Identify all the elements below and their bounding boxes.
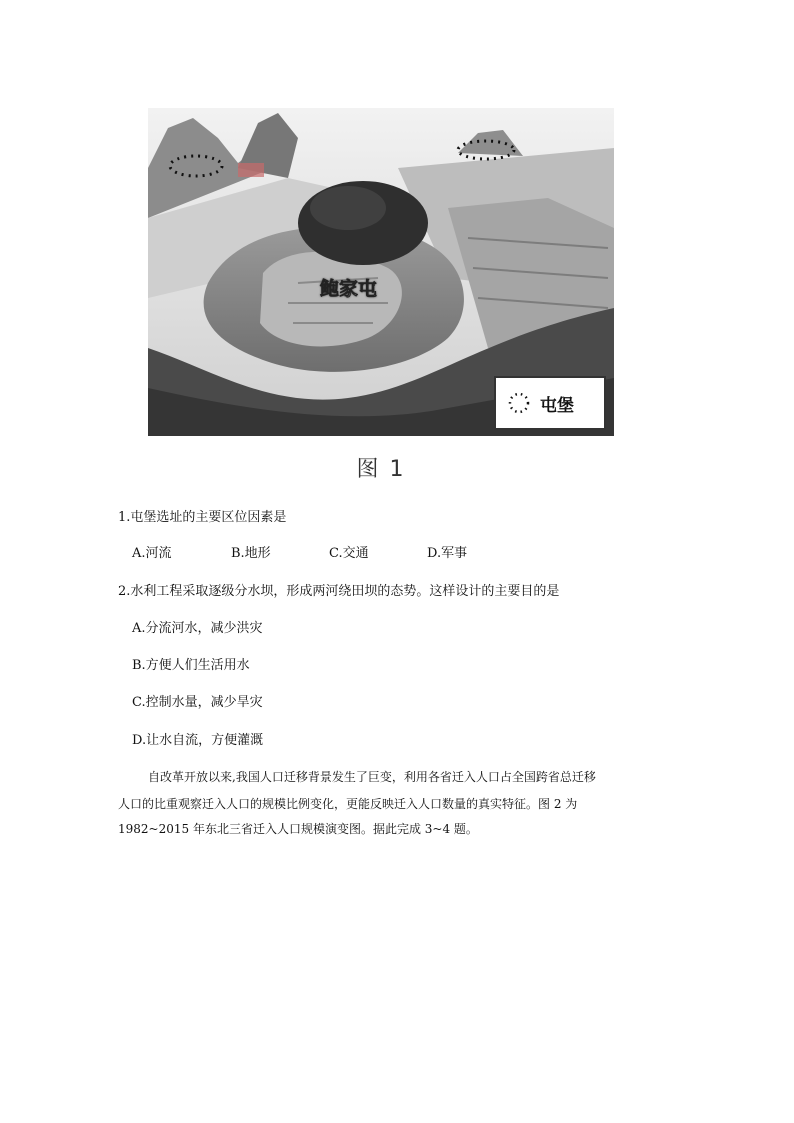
passage-line-3: 1982~2015 年东北三省迁入人口规模演变图。据此完成 3~4 题。 [118, 822, 478, 836]
question-1-option-a: A.河流 [132, 546, 172, 561]
question-2-option-a: A.分流河水，减少洪灾 [132, 621, 263, 636]
question-1-option-d: D.军事 [427, 546, 468, 561]
place-label: 鲍家屯 [320, 278, 378, 300]
question-2-stem: 2.水利工程采取逐级分水坝，形成两河绕田坝的态势。这样设计的主要目的是 [118, 584, 560, 599]
question-1-option-c: C.交通 [329, 546, 369, 561]
passage-line-2: 人口的比重观察迁入人口的规模比例变化，更能反映迁入人口数量的真实特征。图 2 为 [118, 797, 578, 811]
map-legend [494, 376, 606, 430]
question-2-option-c: C.控制水量，减少旱灾 [132, 695, 263, 710]
legend-label: 屯堡 [540, 395, 574, 416]
question-1-option-b: B.地形 [231, 546, 271, 561]
figure-1-photo [148, 108, 614, 436]
passage-line-1: 自改革开放以来,我国人口迁移背景发生了巨变，利用各省迁入人口占全国跨省总迁移 [148, 770, 596, 784]
question-2-option-b: B.方便人们生活用水 [132, 658, 250, 673]
figure-caption: 图 1 [356, 457, 406, 482]
question-2-option-d: D.让水自流，方便灌溉 [132, 733, 264, 748]
question-1-stem: 1.屯堡选址的主要区位因素是 [118, 510, 287, 525]
dotted-circle-icon [506, 390, 532, 416]
